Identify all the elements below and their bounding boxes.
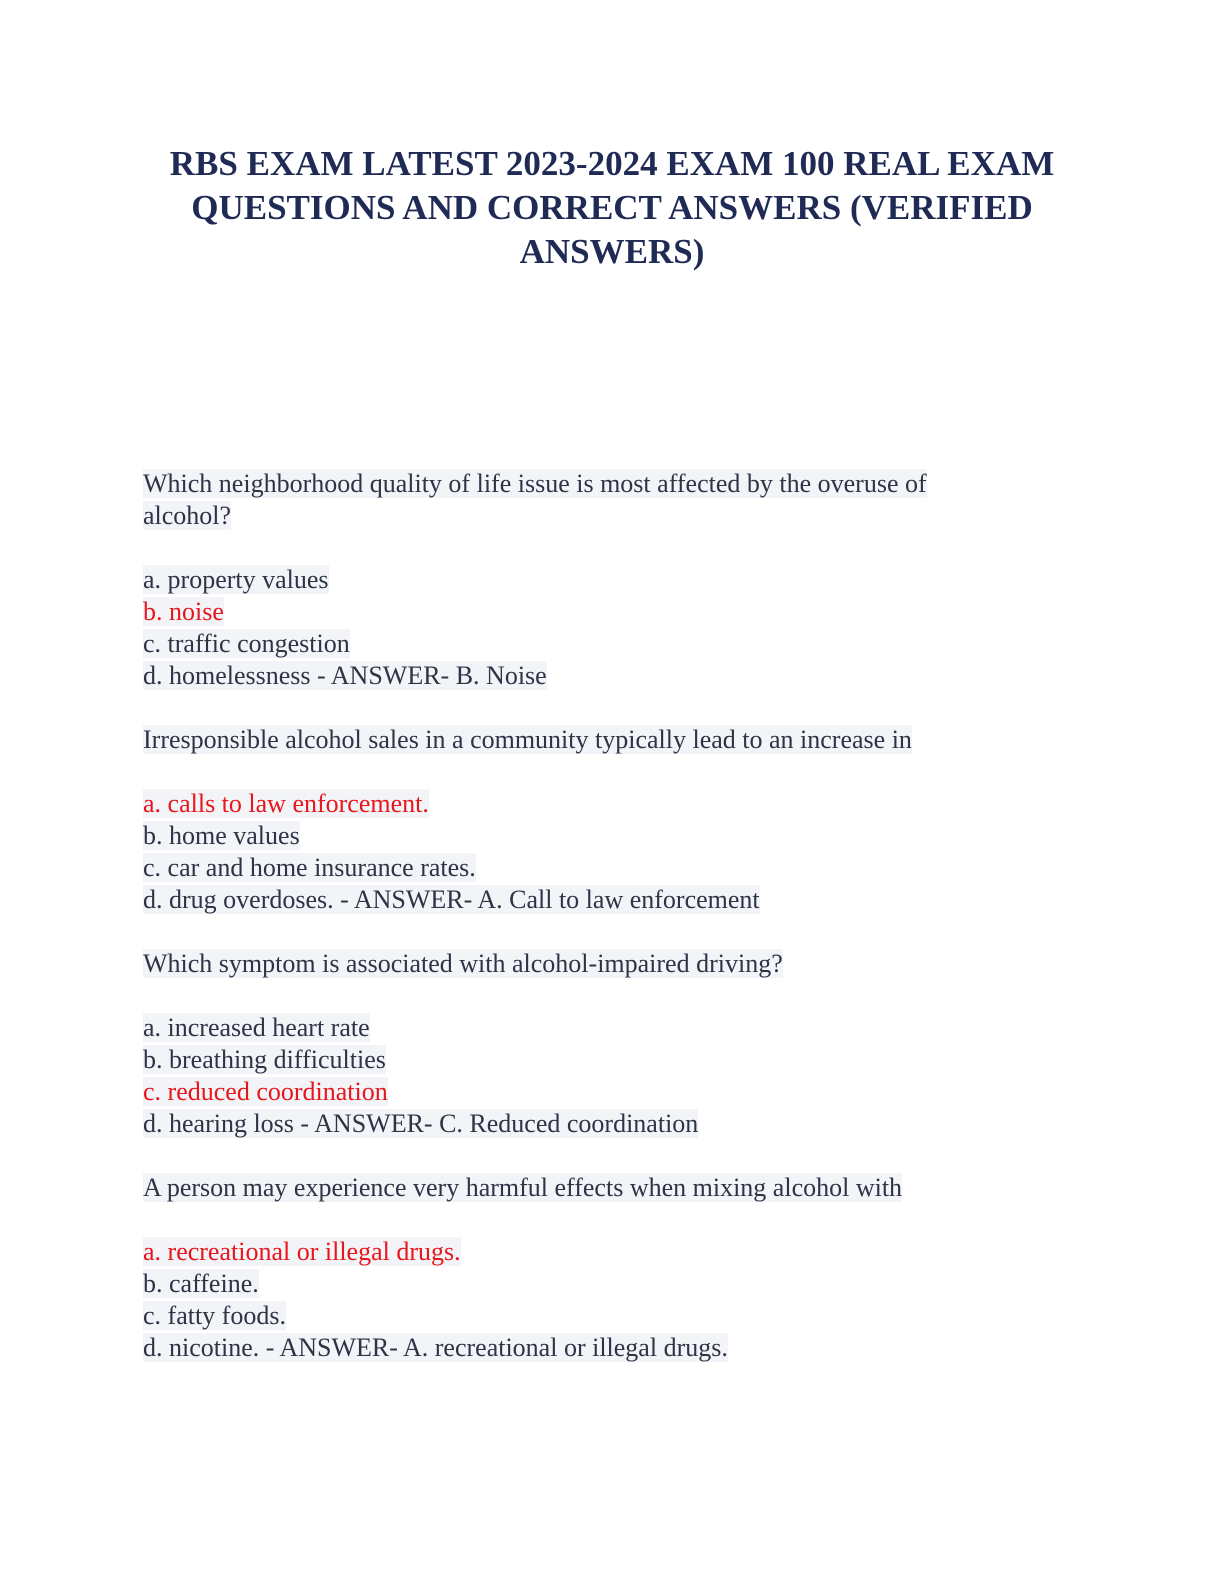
correct-answer-option: b. noise [143, 597, 224, 626]
question-list [143, 468, 1103, 1364]
title-line: RBS EXAM LATEST 2023-2024 EXAM 100 REAL EXAM [169, 144, 1055, 183]
question-block [143, 724, 1103, 948]
answer-option-with-key: d. homelessness - ANSWER- B. Noise [143, 661, 547, 690]
answer-option-with-key: d. drug overdoses. - ANSWER- A. Call to law enforcement [143, 885, 760, 914]
answer-option-with-key: d. hearing loss - ANSWER- C. Reduced coordination [143, 1109, 699, 1138]
question-block [143, 1172, 1103, 1364]
answer-option-with-key: d. nicotine. - ANSWER- A. recreational or illegal drugs. [143, 1333, 728, 1362]
answer-option: c. traffic congestion [143, 629, 350, 658]
title-line: ANSWERS) [519, 232, 705, 271]
correct-answer-option: c. reduced coordination [143, 1077, 388, 1106]
question-text-line: Which neighborhood quality of life issue is most affected by the overuse of [143, 469, 927, 498]
document-title [130, 142, 1094, 274]
question-block [143, 468, 1103, 724]
answer-option: a. increased heart rate [143, 1013, 370, 1042]
question-text-line: alcohol? [143, 501, 232, 530]
answer-option: b. breathing difficulties [143, 1045, 386, 1074]
question-text-line: Irresponsible alcohol sales in a community typically lead to an increase in [143, 725, 912, 754]
question-text-line: Which symptom is associated with alcohol-impaired driving? [143, 949, 783, 978]
answer-option: a. property values [143, 565, 329, 594]
question-block [143, 948, 1103, 1172]
correct-answer-option: a. recreational or illegal drugs. [143, 1237, 461, 1266]
question-text-line: A person may experience very harmful effects when mixing alcohol with [143, 1173, 903, 1202]
title-line: QUESTIONS AND CORRECT ANSWERS (VERIFIED [191, 188, 1033, 227]
answer-option: c. car and home insurance rates. [143, 853, 476, 882]
answer-option: b. caffeine. [143, 1269, 259, 1298]
answer-option: c. fatty foods. [143, 1301, 286, 1330]
correct-answer-option: a. calls to law enforcement. [143, 789, 429, 818]
answer-option: b. home values [143, 821, 300, 850]
